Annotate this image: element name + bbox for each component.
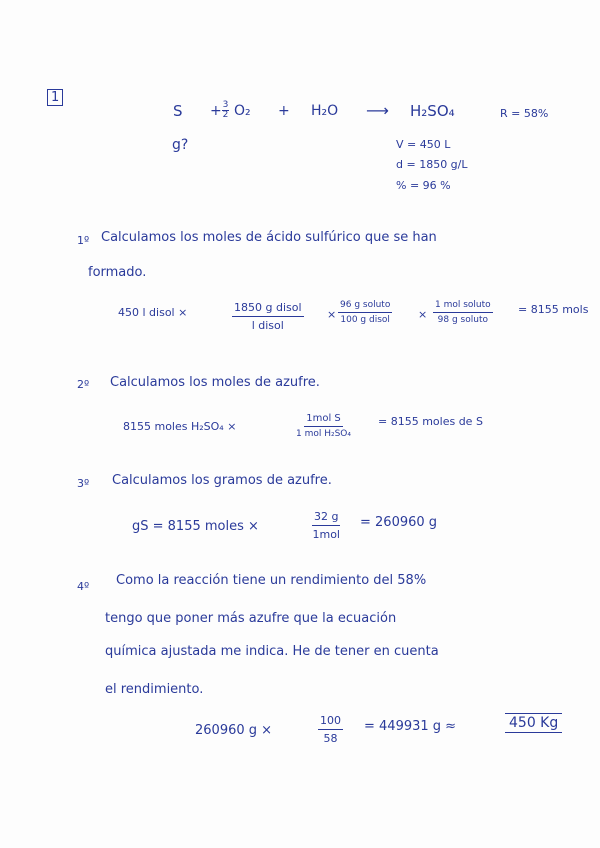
step-4-text-line-3: química ajustada me indica. He de tener en cuenta [105, 644, 439, 659]
step-3-result: = 260960 g [360, 515, 438, 530]
eq-arrow: ⟶ [366, 101, 389, 120]
problem-number: 1 [47, 89, 63, 106]
step-3-factor-molar-mass: 32 g 1mol [312, 510, 340, 541]
eq-coefficient: 3 2 [222, 100, 229, 120]
step-1-text-line-1: Calculamos los moles de ácido sulfúrico que se han [101, 230, 437, 245]
step-4-text-line-1: Como la reacción tiene un rendimiento del 58% [116, 573, 427, 588]
eq-yield: R = 58% [500, 107, 549, 120]
step-1-factor-percent: 96 g soluto 100 g disol [340, 300, 391, 325]
eq-sulfur: S [173, 102, 183, 120]
given-density: d = 1850 g/L [396, 158, 468, 171]
step-1-calc-start: 450 l disol × [118, 306, 188, 319]
given-percent: % = 96 % [396, 179, 451, 192]
step-3-text-line-1: Calculamos los gramos de azufre. [112, 473, 332, 488]
step-1-number: 1º [77, 234, 90, 247]
step-4-number: 4º [77, 580, 90, 593]
step-2-calc-start: 8155 moles H₂SO₄ × [123, 420, 237, 433]
step-4-text-line-2: tengo que poner más azufre que la ecuación [105, 611, 397, 626]
final-answer-box: 450 Kg [505, 713, 562, 733]
step-1-times-2: × [418, 308, 428, 321]
eq-oxygen: O₂ [234, 103, 251, 119]
step-2-number: 2º [77, 378, 90, 391]
step-4-text-line-4: el rendimiento. [105, 682, 204, 697]
step-2-result: = 8155 moles de S [378, 415, 483, 428]
step-2-factor-stoich: 1mol S 1 mol H₂SO₄ [296, 413, 352, 439]
step-1-text-line-2: formado. [88, 265, 147, 280]
eq-plus-2: + [278, 103, 290, 119]
step-2-text-line-1: Calculamos los moles de azufre. [110, 375, 320, 390]
step-3-number: 3º [77, 477, 90, 490]
step-1-factor-molar-mass: 1 mol soluto 98 g soluto [435, 300, 491, 325]
step-1-times-1: × [327, 308, 337, 321]
given-volume: V = 450 L [396, 138, 451, 151]
step-1-result: = 8155 mols [518, 303, 589, 316]
step-4-result: = 449931 g ≈ [364, 719, 457, 734]
step-4-calc-start: 260960 g × [195, 723, 273, 738]
eq-sulfuric-acid: H₂SO₄ [410, 102, 455, 120]
eq-plus-1: + [210, 103, 222, 119]
eq-water: H₂O [311, 103, 339, 119]
step-4-factor-yield: $\frac{100}{58}$ [320, 714, 341, 745]
step-1-factor-density: 1850 g disol l disol [234, 301, 302, 332]
step-3-calc-start: gS = 8155 moles × [132, 519, 259, 534]
unknown-label: g? [172, 137, 189, 153]
